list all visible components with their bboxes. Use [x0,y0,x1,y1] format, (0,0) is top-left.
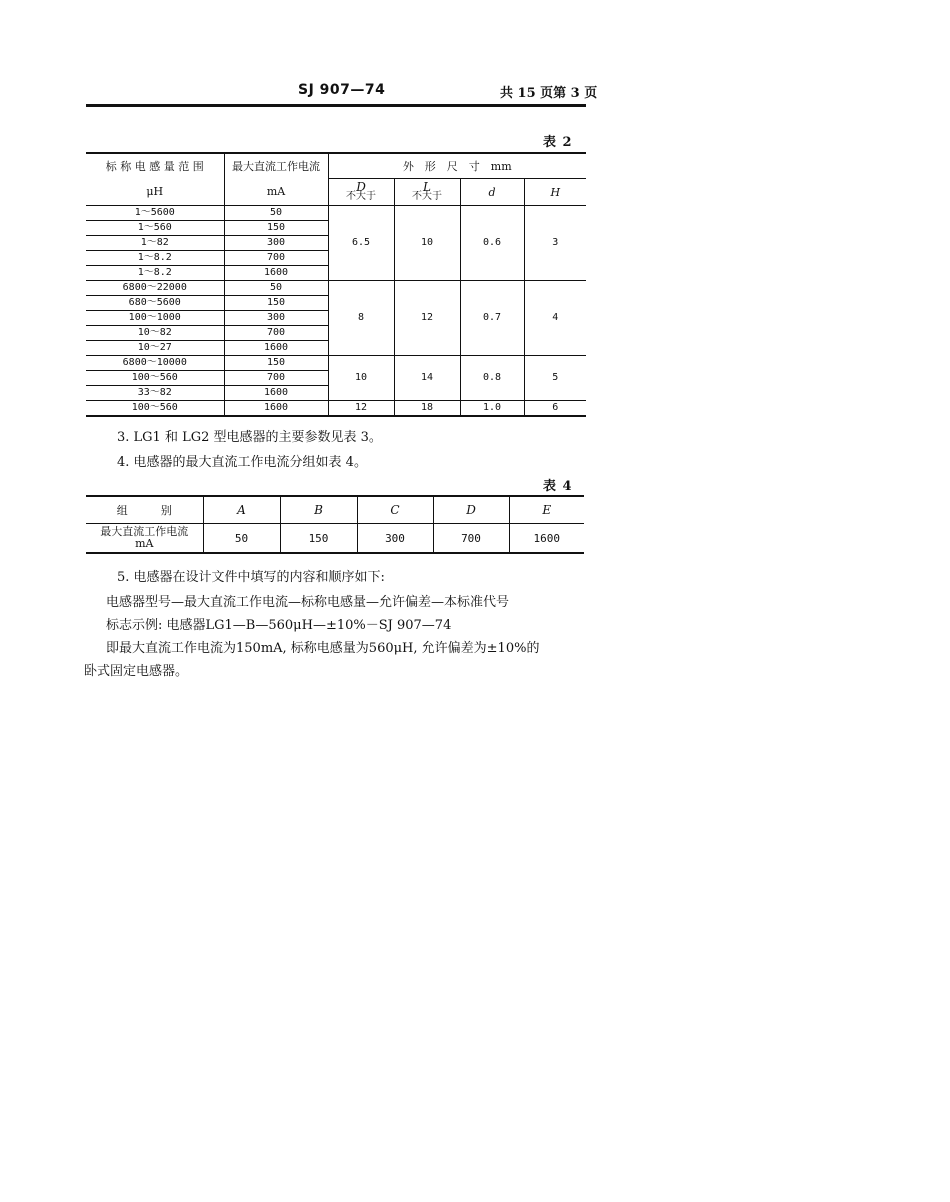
range-cell: 6800～22000 [86,281,224,296]
col-D-label: D [356,180,366,194]
col-L-header [394,179,460,206]
current-cell: 1600 [224,266,328,281]
range-cell: 1～82 [86,236,224,251]
current-cell: 50 [224,281,328,296]
range-cell: 1～8.2 [86,266,224,281]
L-cell: 14 [394,356,460,401]
group-cell: A [203,496,280,524]
range-cell: 10～27 [86,341,224,356]
D-cell: 6.5 [328,206,394,281]
col-D-header [328,179,394,206]
current-cell: 700 [224,251,328,266]
current-cell: 300 [224,236,328,251]
table-row [86,401,586,417]
current-cell: 150 [224,296,328,311]
D-cell: 8 [328,281,394,356]
table-row [86,356,586,371]
current-cell: 700 [224,326,328,341]
L-cell: 18 [394,401,460,417]
current-cell: 150 [224,221,328,236]
current-cell: 1600 [224,401,328,417]
table-row [86,496,584,524]
table-row [86,206,586,221]
col-range-title: 标 称 电 感 量 范 围 [86,153,224,179]
paragraph-4: 4. 电感器的最大直流工作电流分组如表 4。 [117,455,367,470]
meaning-line-1: 即最大直流工作电流为150mA, 标称电感量为560μH, 允许偏差为±10%的 [106,641,540,656]
L-cell: 12 [394,281,460,356]
paragraph-3: 3. LG1 和 LG2 型电感器的主要参数见表 3。 [117,430,382,445]
group-cell: D [433,496,509,524]
paragraph-5: 5. 电感器在设计文件中填写的内容和顺序如下: [117,570,385,585]
col-L-note: 不大于 [412,191,442,202]
d-cell: 1.0 [460,401,524,417]
example-line: 标志示例: 电感器LG1—B—560μH—±10%－SJ 907—74 [106,618,452,633]
H-cell: 5 [524,356,586,401]
meaning-line-2: 卧式固定电感器。 [84,664,189,679]
current-label-unit: mA [135,537,154,550]
group-cell: C [357,496,433,524]
header-rule [86,104,586,107]
standard-code: SJ 907—74 [298,82,386,98]
current-label [86,524,203,554]
range-cell: 1～5600 [86,206,224,221]
table4-caption: 表 4 [543,479,573,494]
range-cell: 10～82 [86,326,224,341]
D-cell: 10 [328,356,394,401]
col-D-note: 不大于 [346,191,376,202]
group-cell: B [280,496,357,524]
H-cell: 4 [524,281,586,356]
col-H-header: H [524,179,586,206]
current-value: 150 [280,524,357,554]
range-cell: 33～82 [86,386,224,401]
range-cell: 100～560 [86,371,224,386]
table2-caption: 表 2 [543,135,573,150]
range-cell: 680～5600 [86,296,224,311]
current-cell: 300 [224,311,328,326]
col-L-label: L [423,180,431,194]
D-cell: 12 [328,401,394,417]
d-cell: 0.7 [460,281,524,356]
col-range-unit: μH [86,179,224,206]
current-label-line1: 最大直流工作电流 [100,525,189,538]
L-cell: 10 [394,206,460,281]
page-number: 共 15 页第 3 页 [500,86,598,101]
H-cell: 3 [524,206,586,281]
H-cell: 6 [524,401,586,417]
group-label: 组 别 [86,496,203,524]
col-dimensions-title: 外 形 尺 寸 mm [328,153,586,179]
d-cell: 0.8 [460,356,524,401]
col-current-unit: mA [224,179,328,206]
order-line: 电感器型号—最大直流工作电流—标称电感量—允许偏差—本标准代号 [106,595,510,610]
col-current-title: 最大直流工作电流 [224,153,328,179]
current-cell: 700 [224,371,328,386]
current-value: 1600 [509,524,584,554]
current-cell: 50 [224,206,328,221]
range-cell: 100～560 [86,401,224,417]
table-row [86,524,584,554]
range-cell: 1～8.2 [86,251,224,266]
current-cell: 150 [224,356,328,371]
range-cell: 6800～10000 [86,356,224,371]
range-cell: 1～560 [86,221,224,236]
current-cell: 1600 [224,386,328,401]
d-cell: 0.6 [460,206,524,281]
range-cell: 100～1000 [86,311,224,326]
table-2 [86,152,586,417]
current-cell: 1600 [224,341,328,356]
current-value: 700 [433,524,509,554]
current-value: 300 [357,524,433,554]
current-value: 50 [203,524,280,554]
table-row [86,281,586,296]
table-4 [86,495,584,554]
col-d-header: d [460,179,524,206]
group-cell: E [509,496,584,524]
